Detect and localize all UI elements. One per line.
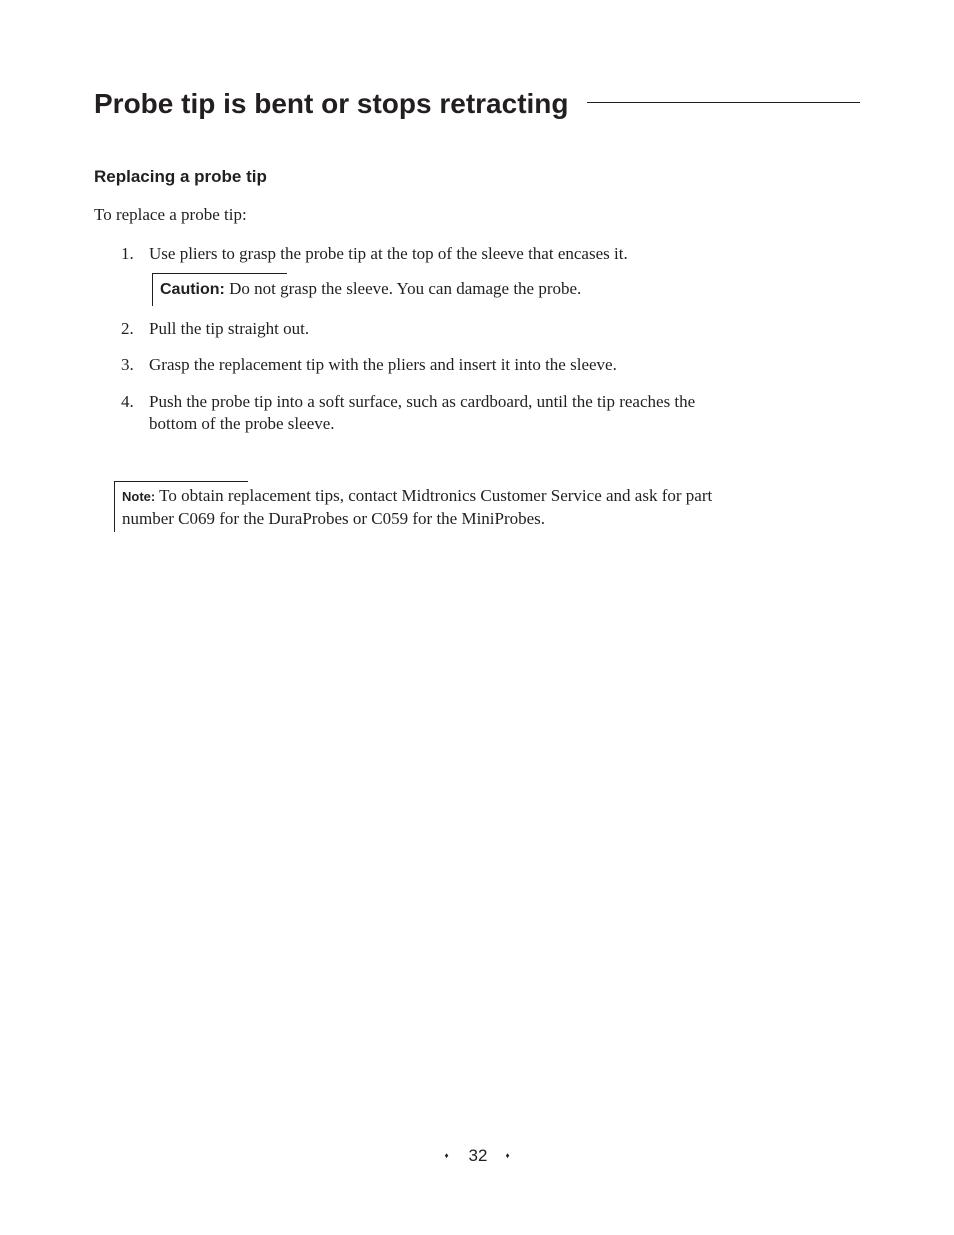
caution-note bbox=[160, 277, 581, 302]
step-number: 1. bbox=[121, 244, 134, 263]
intro-text: To replace a probe tip: bbox=[94, 205, 247, 224]
step-number: 2. bbox=[121, 319, 134, 338]
step-text: Push the probe tip into a soft surface, such as cardboard, until the tip reaches the bottom of the probe sleeve. bbox=[149, 392, 696, 433]
note bbox=[122, 485, 762, 530]
step-number: 3. bbox=[121, 355, 134, 374]
page-title: Probe tip is bent or stops retracting bbox=[94, 88, 569, 119]
caution-label: Caution: bbox=[160, 281, 225, 298]
note-label: Note: bbox=[122, 489, 156, 504]
step-text: Use pliers to grasp the probe tip at the top of the sleeve that encases it. bbox=[149, 244, 628, 263]
step-text: Grasp the replacement tip with the pliers and insert it into the sleeve. bbox=[149, 355, 617, 374]
caution-text: Do not grasp the sleeve. You can damage the probe. bbox=[224, 279, 582, 298]
footer-bullet-icon: ♦ bbox=[444, 1150, 449, 1160]
step-number: 4. bbox=[121, 392, 134, 411]
step-item bbox=[94, 318, 754, 340]
step-item bbox=[94, 354, 754, 376]
section-heading: Replacing a probe tip bbox=[94, 167, 267, 186]
title-rule bbox=[587, 102, 860, 103]
note-text: To obtain replacement tips, contact Midtronics Customer Service and ask for part number C069 for the DuraProbes or C059 for the MiniProbes. bbox=[122, 486, 713, 528]
step-item bbox=[94, 243, 754, 265]
step-item bbox=[94, 391, 734, 435]
page-number: 32 bbox=[468, 1146, 488, 1165]
footer-bullet-icon: ♦ bbox=[505, 1150, 510, 1160]
step-text: Pull the tip straight out. bbox=[149, 319, 310, 338]
page-footer bbox=[0, 1145, 954, 1168]
